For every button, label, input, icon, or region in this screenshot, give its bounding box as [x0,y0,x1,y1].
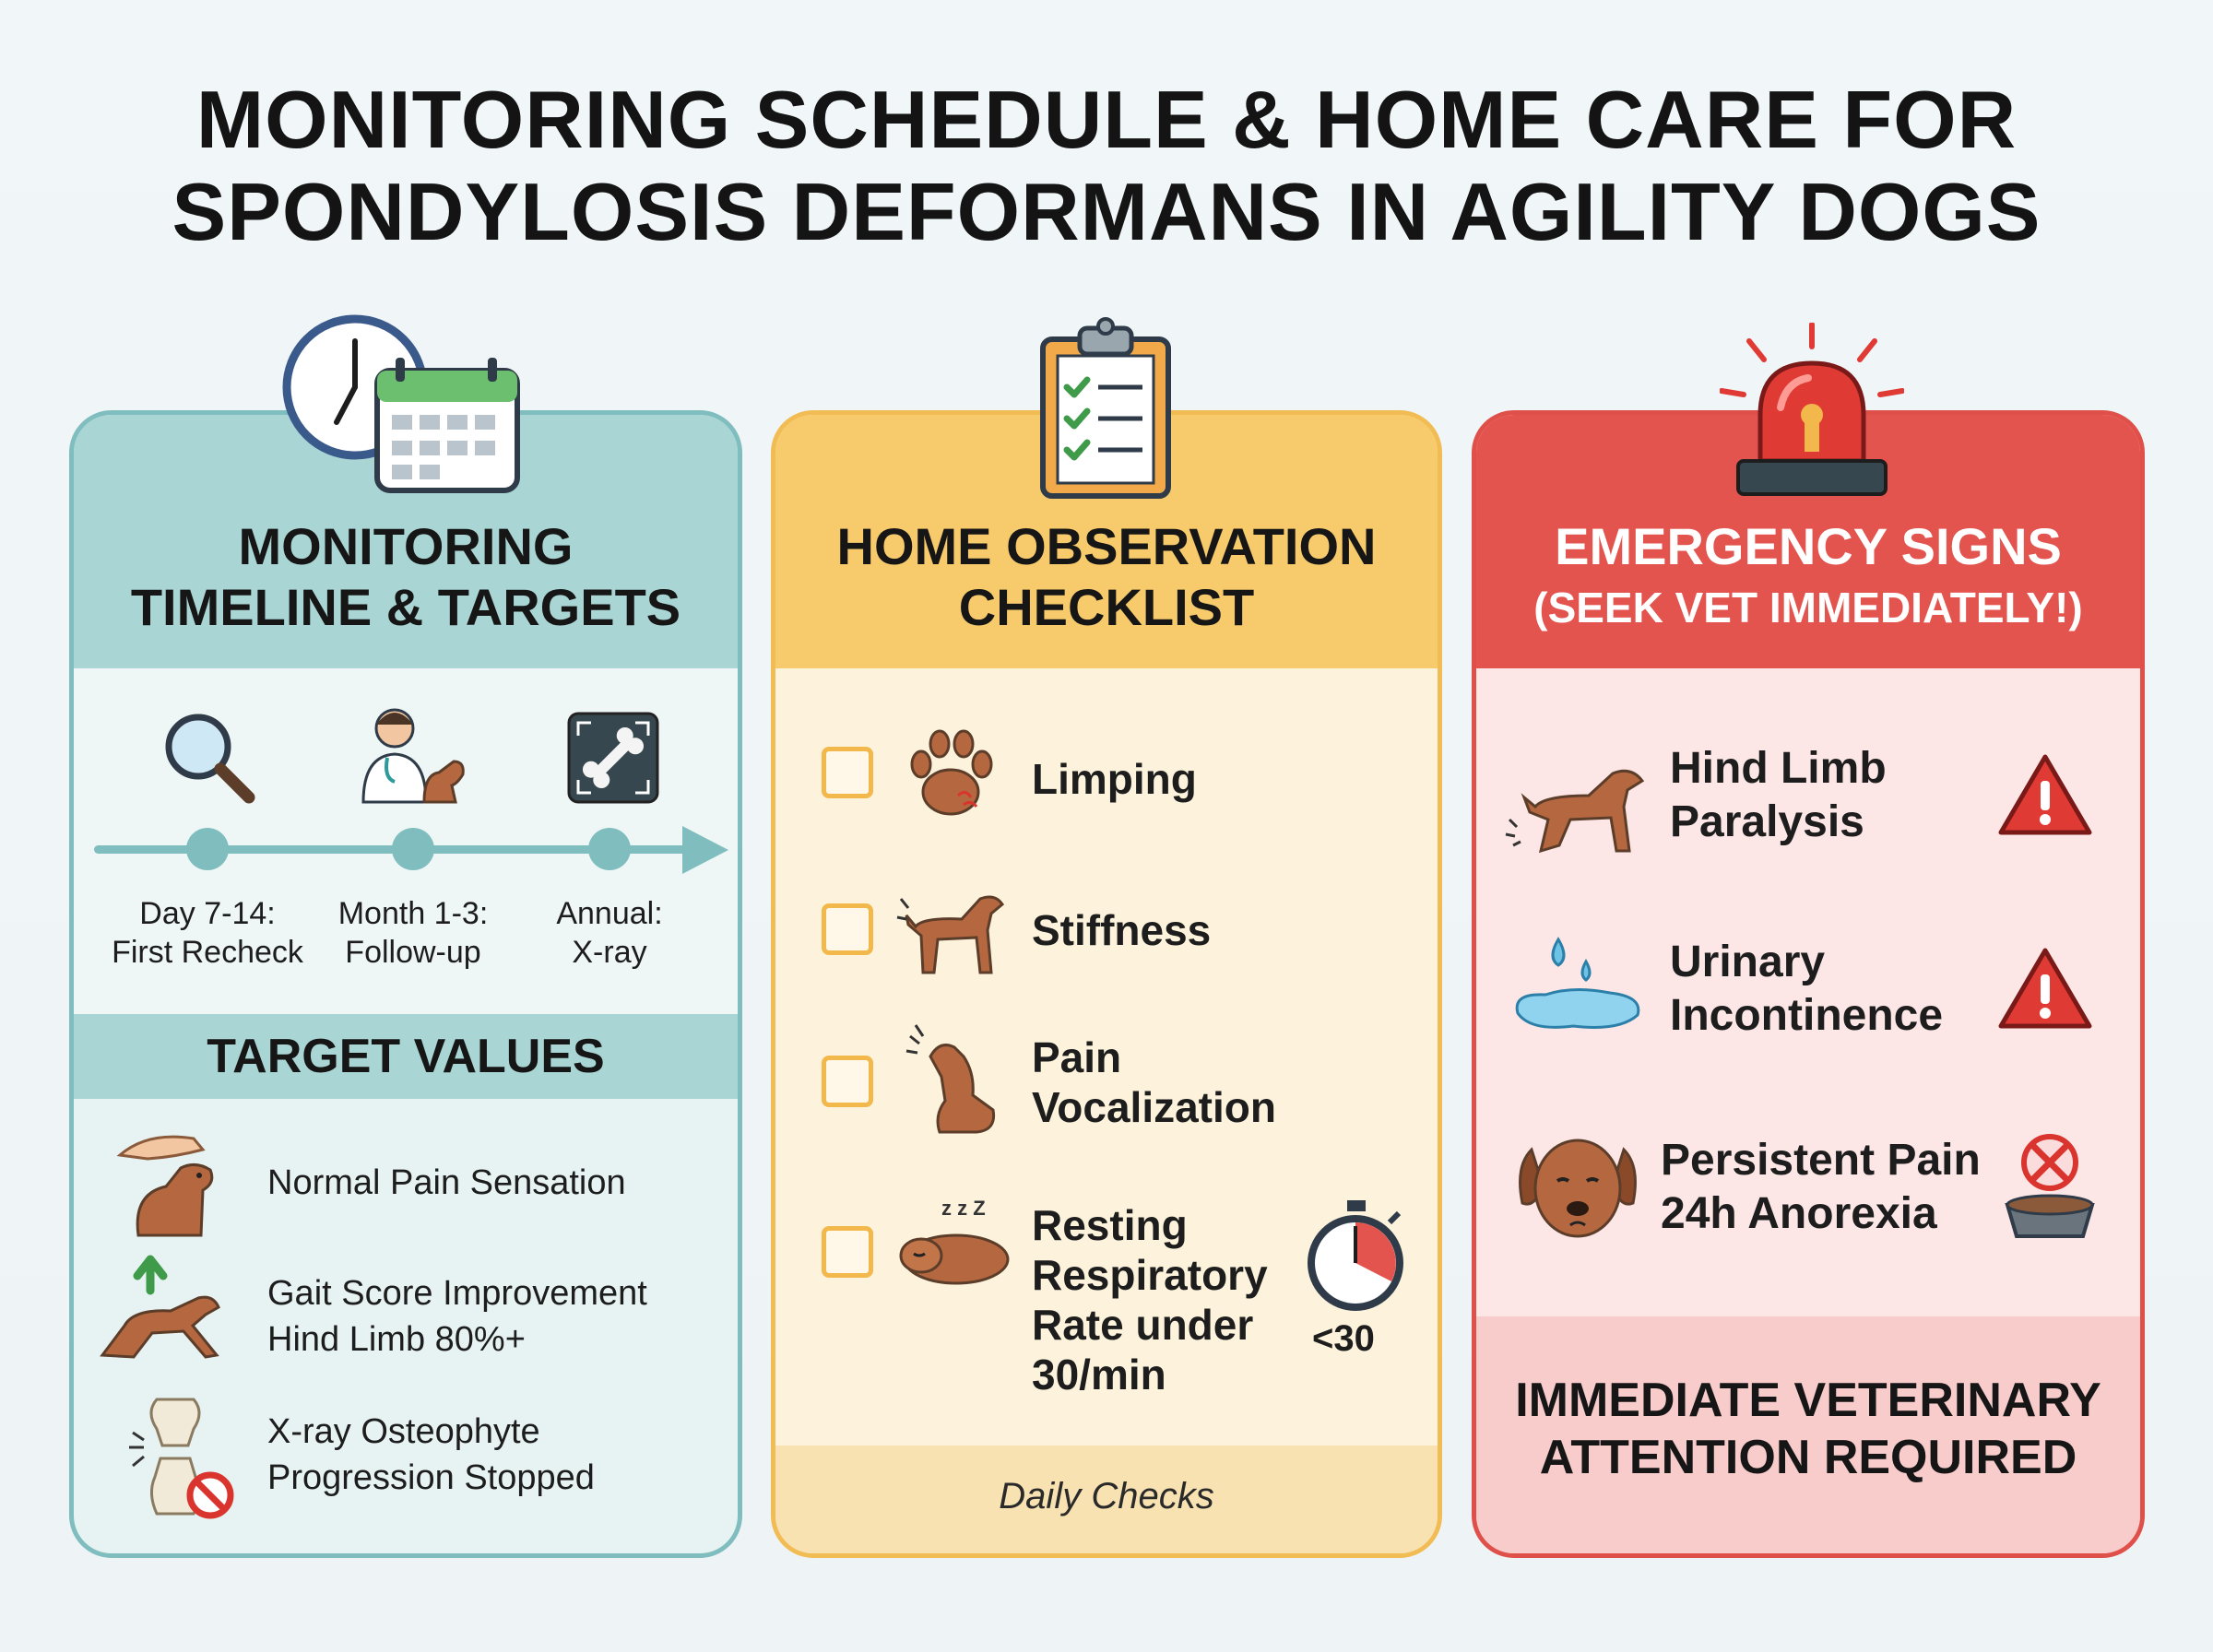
hind-limb-paralysis-label: Hind Limb Paralysis [1670,744,1887,846]
sleeping-dog-icon [895,1189,1015,1291]
emergency-signs-panel [1472,410,2145,1558]
running-dog-up-arrow-icon [97,1254,235,1369]
respiratory-rate-label: Resting Respiratory Rate under 30/min [1032,1201,1268,1398]
timeline-dot [588,828,631,870]
sad-dog-face-icon [1513,1129,1642,1245]
joint-no-sign-icon [120,1392,249,1521]
timeline-label-follow-up: Month 1-3: Follow-up [337,896,489,970]
timeline-arrow [682,826,728,874]
stopwatch-icon [1303,1198,1409,1314]
puddle-icon [1509,936,1647,1037]
dragging-dog-icon [1504,742,1651,857]
svg-text:z z Z: z z Z [941,1197,986,1220]
timeline-label-annual-xray: Annual: X-ray [556,896,663,970]
respiratory-rate-badge: <30 [1312,1318,1375,1359]
persistent-pain-anorexia-label: Persistent Pain 24h Anorexia [1661,1136,1981,1238]
home-observation-panel-heading: HOME OBSERVATION CHECKLIST [836,517,1377,636]
emergency-siren-icon [1720,323,1904,502]
monitoring-panel [69,410,742,1558]
paw-icon [903,724,1004,825]
target-values-heading: TARGET VALUES [74,1014,738,1099]
target-gait-score: Gait Score Improvement Hind Limb 80%+ [267,1274,647,1359]
urinary-incontinence-label: Urinary Incontinence [1670,938,1944,1040]
monitoring-panel-heading: MONITORING TIMELINE & TARGETS [130,517,681,636]
daily-checks-footer: Daily Checks [775,1446,1438,1558]
home-observation-panel [771,410,1442,1558]
page-title [0,74,2213,258]
target-xray-osteophyte: X-ray Osteophyte Progression Stopped [267,1412,595,1497]
no-food-bowl-icon [2002,1129,2099,1245]
target-normal-pain-sensation: Normal Pain Sensation [267,1163,626,1202]
stiffness-checkbox[interactable] [822,903,873,955]
vet-with-dog-icon [350,701,470,807]
hand-petting-dog-icon [111,1129,240,1240]
stiffness-label: Stiffness [1032,906,1212,954]
clock-calendar-icon [281,313,530,498]
respiratory-rate-checkbox[interactable] [822,1226,873,1278]
warning-triangle-icon [1997,751,2094,839]
pain-vocalization-checkbox[interactable] [822,1056,873,1107]
limping-checkbox[interactable] [822,747,873,798]
timeline-dot [392,828,434,870]
title-line-2: SPONDYLOSIS DEFORMANS IN AGILITY DOGS [172,166,2041,257]
magnifier-icon [157,705,258,807]
stiff-dog-icon [895,871,1011,977]
immediate-attention-footer: IMMEDIATE VETERINARY ATTENTION REQUIRED [1476,1316,2140,1558]
limping-label: Limping [1032,755,1197,803]
timeline-dot [186,828,229,870]
timeline-label-first-recheck: Day 7-14: First Recheck [112,896,303,970]
clipboard-checklist-icon [1037,315,1174,500]
howling-dog-icon [903,1023,1009,1139]
emergency-signs-panel-heading: EMERGENCY SIGNS (SEEK VET IMMEDIATELY!) [1533,517,2083,631]
warning-triangle-icon [1997,945,2094,1032]
xray-bone-icon [565,710,661,806]
pain-vocalization-label: Pain Vocalization [1032,1033,1276,1131]
title-line-1: MONITORING SCHEDULE & HOME CARE FOR [195,74,2018,165]
